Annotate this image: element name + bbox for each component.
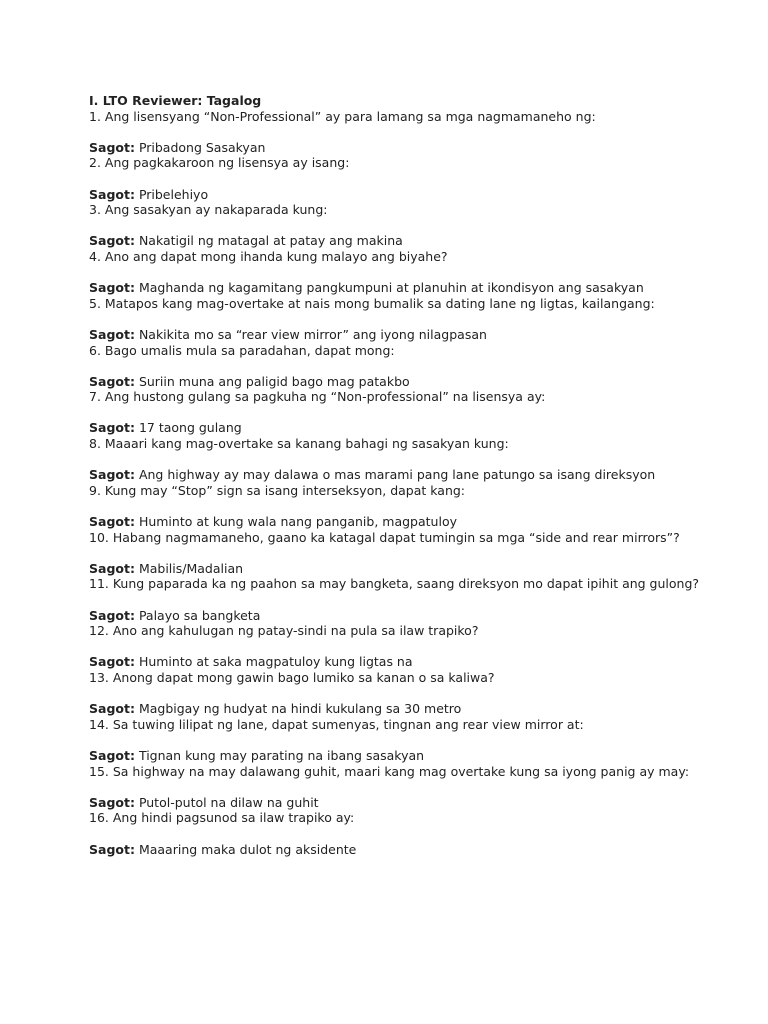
answer-text: Nakatigil ng matagal at patay ang makina — [138, 233, 403, 249]
answer-label: Sagot: — [89, 607, 135, 623]
qa-item — [89, 530, 749, 577]
question-text: 7. Ang hustong gulang sa pagkuha ng “Non-professional” na lisensya ay: — [89, 389, 546, 405]
answer-line — [89, 140, 749, 156]
question-text: 12. Ano ang kahulugan ng patay-sindi na pula sa ilaw trapiko? — [89, 623, 479, 639]
answer-line — [89, 233, 749, 249]
question-text: 2. Ang pagkakaroon ng lisensya ay isang: — [89, 155, 350, 171]
answer-label: Sagot: — [89, 654, 135, 670]
answer-line — [89, 842, 749, 858]
answer-line — [89, 420, 749, 436]
question-text: 9. Kung may “Stop” sign sa isang interseksyon, dapat kang: — [89, 482, 466, 498]
answer-text: Pribadong Sasakyan — [138, 139, 266, 155]
answer-label: Sagot: — [89, 514, 135, 530]
question-text: 8. Maaari kang mag-overtake sa kanang bahagi ng sasakyan kung: — [89, 436, 509, 452]
qa-item — [89, 155, 749, 202]
answer-label: Sagot: — [89, 233, 135, 249]
answer-line — [89, 608, 749, 624]
answer-text: Huminto at kung wala nang panganib, magpatuloy — [138, 514, 457, 530]
question-text: 1. Ang lisensyang “Non-Professional” ay para lamang sa mga nagmamaneho ng: — [89, 108, 596, 124]
qa-item — [89, 717, 749, 764]
qa-item — [89, 764, 749, 811]
answer-label: Sagot: — [89, 701, 135, 717]
answer-label: Sagot: — [89, 467, 135, 483]
answer-text: Huminto at saka magpatuloy kung ligtas na — [138, 654, 413, 670]
answer-label: Sagot: — [89, 841, 135, 857]
answer-text: Putol-putol na dilaw na guhit — [138, 794, 319, 810]
answer-line — [89, 187, 749, 203]
answer-line — [89, 514, 749, 530]
answer-text: Maaaring maka dulot ng aksidente — [138, 841, 357, 857]
qa-item — [89, 249, 749, 296]
answer-text: Magbigay ng hudyat na hindi kukulang sa 30 metro — [138, 701, 462, 717]
question-text: 15. Sa highway na may dalawang guhit, maari kang mag overtake kung sa iyong panig ay may: — [89, 763, 690, 779]
answer-text: Suriin muna ang paligid bago mag patakbo — [138, 373, 410, 389]
answer-label: Sagot: — [89, 373, 135, 389]
question-text: 11. Kung paparada ka ng paahon sa may bangketa, saang direksyon mo dapat ipihit ang gulong? — [89, 576, 700, 592]
answer-text: Ang highway ay may dalawa o mas marami pang lane patungo sa isang direksyon — [138, 467, 656, 483]
answer-line — [89, 280, 749, 296]
qa-item — [89, 343, 749, 390]
question-text: 13. Anong dapat mong gawin bago lumiko sa kanan o sa kaliwa? — [89, 669, 495, 685]
question-text: 10. Habang nagmamaneho, gaano ka katagal dapat tumingin sa mga “side and rear mirrors”? — [89, 529, 680, 545]
qa-item — [89, 810, 749, 857]
qa-item — [89, 623, 749, 670]
answer-label: Sagot: — [89, 747, 135, 763]
answer-text: Mabilis/Madalian — [138, 560, 244, 576]
qa-item — [89, 436, 749, 483]
answer-text: Pribelehiyo — [138, 186, 209, 202]
qa-item — [89, 296, 749, 343]
answer-text: Nakikita mo sa “rear view mirror” ang iyong nilagpasan — [138, 326, 487, 342]
answer-line — [89, 327, 749, 343]
answer-line — [89, 795, 749, 811]
answer-line — [89, 374, 749, 390]
answer-line — [89, 561, 749, 577]
answer-label: Sagot: — [89, 280, 135, 296]
answer-label: Sagot: — [89, 139, 135, 155]
answer-label: Sagot: — [89, 186, 135, 202]
question-text: 3. Ang sasakyan ay nakaparada kung: — [89, 202, 328, 218]
answer-label: Sagot: — [89, 326, 135, 342]
qa-item — [89, 576, 749, 623]
answer-text: 17 taong gulang — [138, 420, 242, 436]
answer-label: Sagot: — [89, 420, 135, 436]
qa-item — [89, 389, 749, 436]
qa-item — [89, 670, 749, 717]
question-text: 4. Ano ang dapat mong ihanda kung malayo ang biyahe? — [89, 248, 448, 264]
qa-list — [89, 109, 749, 858]
qa-item — [89, 202, 749, 249]
answer-label: Sagot: — [89, 794, 135, 810]
question-text: 5. Matapos kang mag-overtake at nais mong bumalik sa dating lane ng ligtas, kailangang: — [89, 295, 655, 311]
answer-label: Sagot: — [89, 560, 135, 576]
qa-item — [89, 483, 749, 530]
question-text: 14. Sa tuwing lilipat ng lane, dapat sumenyas, tingnan ang rear view mirror at: — [89, 716, 584, 732]
question-text: 16. Ang hindi pagsunod sa ilaw trapiko ay: — [89, 810, 355, 826]
answer-line — [89, 467, 749, 483]
answer-line — [89, 701, 749, 717]
answer-line — [89, 748, 749, 764]
answer-text: Palayo sa bangketa — [138, 607, 261, 623]
answer-text: Maghanda ng kagamitang pangkumpuni at planuhin at ikondisyon ang sasakyan — [138, 280, 644, 296]
qa-item — [89, 109, 749, 156]
document-body — [89, 93, 749, 857]
document-title: I. LTO Reviewer: Tagalog — [89, 93, 262, 108]
answer-text: Tignan kung may parating na ibang sasakyan — [138, 747, 425, 763]
answer-line — [89, 654, 749, 670]
question-text: 6. Bago umalis mula sa paradahan, dapat mong: — [89, 342, 395, 358]
